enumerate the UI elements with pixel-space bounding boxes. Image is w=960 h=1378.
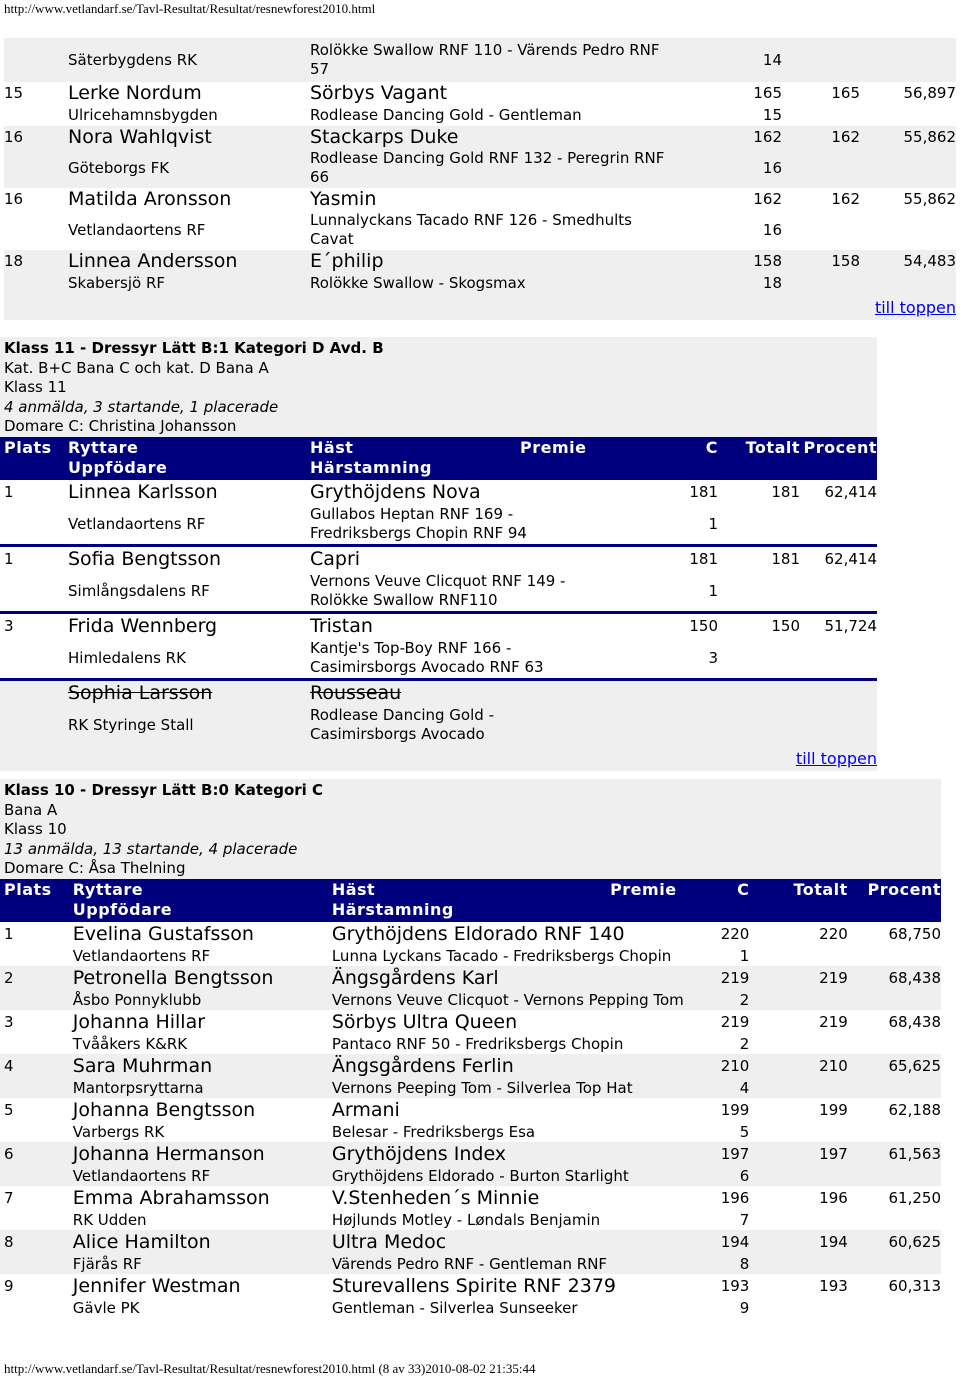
score-c-cell: 219 — [720, 1012, 750, 1031]
table-row-sub — [0, 1078, 941, 1098]
table-row — [0, 614, 877, 638]
class-name: Klass 10 — [4, 820, 67, 838]
breeder-cell: RK Styringe Stall — [68, 715, 194, 734]
rider-cell: Petronella Bengtsson — [72, 966, 274, 989]
col-header-pedigree: Härstamning — [310, 457, 520, 477]
place-cell: 18 — [762, 273, 782, 292]
table-row-sub — [0, 1122, 941, 1142]
breeder-cell: Gävle PK — [72, 1298, 140, 1317]
total-cell: 194 — [819, 1232, 848, 1251]
rider-cell: Emma Abrahamsson — [72, 1186, 270, 1209]
pedigree-cell: Vernons Peeping Tom - Silverlea Top Hat — [331, 1078, 633, 1097]
percent-cell: 51,724 — [824, 616, 877, 635]
total-cell: 181 — [771, 482, 800, 501]
plats-cell: 1 — [4, 549, 14, 568]
rider-cell: Jennifer Westman — [72, 1274, 241, 1297]
horse-cell: Grythöjdens Index — [331, 1142, 507, 1165]
breeder-cell: Vetlandaortens RF — [68, 220, 206, 239]
horse-cell: Yasmin — [310, 187, 377, 210]
pedigree-cell: Rolökke Swallow - Skogsmax — [310, 273, 526, 292]
table-row — [0, 1186, 941, 1210]
place-cell: 1 — [708, 581, 718, 600]
rider-cell: Nora Wahlqvist — [68, 125, 212, 148]
plats-cell: 16 — [4, 127, 24, 146]
horse-cell: Capri — [310, 547, 361, 570]
rider-cell: Sofia Bengtsson — [68, 547, 222, 570]
plats-cell: 4 — [4, 1056, 14, 1075]
class-entries: 4 anmälda, 3 startande, 1 placerade — [4, 397, 279, 416]
table-row-sub — [0, 504, 877, 544]
horse-cell: Sörbys Vagant — [310, 81, 448, 104]
percent-cell: 56,897 — [903, 83, 956, 102]
total-cell: 220 — [819, 924, 848, 943]
plats-cell: 1 — [4, 924, 14, 943]
total-cell: 219 — [819, 968, 848, 987]
percent-cell: 60,625 — [888, 1232, 941, 1251]
place-cell: 5 — [739, 1122, 750, 1141]
back-to-top-link[interactable]: till toppen — [874, 297, 956, 317]
score-c-cell: 210 — [720, 1056, 750, 1075]
pedigree-cell: Lunnalyckans Tacado RNF 126 - Smedhults Cavat — [310, 211, 632, 248]
breeder-cell: RK Udden — [72, 1210, 147, 1229]
table-row-sub — [4, 104, 956, 126]
score-c-cell: 158 — [753, 251, 782, 270]
rider-cell: Sophia Larsson — [68, 681, 213, 704]
place-cell: 2 — [739, 1034, 750, 1053]
rider-cell: Johanna Hillar — [72, 1010, 206, 1033]
class-title: Klass 11 - Dressyr Lätt B:1 Kategori D Avd. B — [4, 339, 384, 357]
score-c-cell: 181 — [689, 549, 718, 568]
col-header-total: Totalt — [718, 437, 800, 457]
total-cell: 162 — [831, 189, 860, 208]
table-row — [0, 1142, 941, 1166]
horse-cell: Grythöjdens Nova — [310, 480, 481, 503]
top-link-row — [0, 745, 877, 771]
col-header-horse: Häst — [310, 437, 520, 457]
plats-cell: 16 — [4, 189, 24, 208]
total-cell: 210 — [819, 1056, 848, 1075]
table-header-row — [0, 437, 877, 457]
col-header-pedigree: Härstamning — [332, 899, 677, 919]
horse-cell: Grythöjdens Eldorado RNF 140 — [331, 922, 625, 945]
rider-cell: Johanna Hermanson — [72, 1142, 265, 1165]
pedigree-cell: Rodlease Dancing Gold - Casimirsborgs Avocado — [310, 706, 494, 743]
total-cell: 162 — [831, 127, 860, 146]
breeder-cell: Vetlandaortens RF — [68, 514, 206, 533]
col-header-plats: Plats — [0, 437, 68, 457]
top-link-row — [4, 294, 956, 320]
breeder-cell: Vetlandaortens RF — [72, 1166, 211, 1185]
breeder-cell: Himledalens RK — [68, 648, 186, 667]
table-row — [0, 922, 941, 946]
table-row-sub — [0, 1034, 941, 1054]
breeder-cell: Varbergs RK — [72, 1122, 165, 1141]
total-cell: 197 — [819, 1144, 848, 1163]
class-info-block — [0, 779, 941, 879]
pedigree-cell: Belesar - Fredriksbergs Esa — [331, 1122, 536, 1141]
col-header-premie: Premie — [610, 879, 677, 899]
total-cell: 150 — [771, 616, 800, 635]
percent-cell: 68,438 — [888, 1012, 941, 1031]
place-cell: 16 — [762, 158, 782, 177]
breeder-cell: Åsbo Ponnyklubb — [72, 990, 202, 1009]
rider-cell: Linnea Andersson — [68, 249, 238, 272]
percent-cell: 68,750 — [888, 924, 941, 943]
table-row-sub — [0, 1254, 941, 1274]
pedigree-cell: Värends Pedro RNF - Gentleman RNF — [331, 1254, 608, 1273]
class-name: Klass 11 — [4, 378, 67, 396]
total-cell: 219 — [819, 1012, 848, 1031]
plats-cell: 1 — [4, 482, 14, 501]
plats-cell: 2 — [4, 968, 14, 987]
place-cell: 1 — [708, 514, 718, 533]
place-cell: 16 — [762, 220, 782, 239]
col-header-horse: Häst Premie — [331, 879, 677, 899]
breeder-cell: Mantorpsryttarna — [72, 1078, 204, 1097]
horse-cell: Tristan — [310, 614, 373, 637]
results-table-klass10 — [0, 879, 941, 1318]
place-cell: 3 — [708, 648, 718, 667]
table-row-sub — [4, 148, 956, 188]
plats-cell: 3 — [4, 616, 14, 635]
breeder-cell: Tvååkers K&RK — [72, 1034, 188, 1053]
score-c-cell: 181 — [689, 482, 718, 501]
horse-cell: Sturevallens Spirite RNF 2379 — [331, 1274, 616, 1297]
col-header-breeder: Uppfödare — [68, 457, 310, 477]
rider-cell: Linnea Karlsson — [68, 480, 218, 503]
total-cell: 158 — [831, 251, 860, 270]
plats-cell: 9 — [4, 1276, 14, 1295]
percent-cell: 54,483 — [903, 251, 956, 270]
back-to-top-link[interactable]: till toppen — [795, 748, 877, 768]
pedigree-cell: Rodlease Dancing Gold - Gentleman — [310, 105, 582, 124]
horse-cell: Sörbys Ultra Queen — [331, 1010, 518, 1033]
total-cell: 199 — [819, 1100, 848, 1119]
score-c-cell: 197 — [720, 1144, 750, 1163]
table-row-sub — [0, 1298, 941, 1318]
col-header-breeder: Uppfödare — [73, 899, 332, 919]
percent-cell: 61,563 — [888, 1144, 941, 1163]
score-c-cell: 150 — [689, 616, 718, 635]
table-row-sub — [4, 272, 956, 294]
class-info-block — [0, 337, 877, 437]
pedigree-cell: Kantje's Top-Boy RNF 166 - Casimirsborgs Avocado RNF 63 — [310, 639, 544, 676]
score-c-cell: 199 — [720, 1100, 750, 1119]
col-header-percent: Procent — [848, 879, 941, 899]
table-row-sub — [0, 1166, 941, 1186]
percent-cell: 62,188 — [888, 1100, 941, 1119]
plats-cell: 8 — [4, 1232, 14, 1251]
class-subtitle: Bana A — [4, 800, 58, 819]
place-cell: 1 — [739, 946, 750, 965]
breeder-cell: Göteborgs FK — [68, 158, 170, 177]
pedigree-cell: Rodlease Dancing Gold RNF 132 - Peregrin RNF 66 — [310, 149, 665, 186]
place-cell: 14 — [762, 50, 782, 69]
table-row — [0, 966, 941, 990]
class-subtitle: Kat. B+C Bana C och kat. D Bana A — [4, 358, 269, 377]
class-title: Klass 10 - Dressyr Lätt B:0 Kategori C — [4, 781, 324, 799]
col-header-c: C — [600, 437, 718, 457]
total-cell: 165 — [831, 83, 860, 102]
pedigree-cell: Vernons Veuve Clicquot RNF 149 - Rolökke Swallow RNF110 — [310, 572, 566, 609]
table-row-sub — [0, 705, 877, 745]
breeder-cell: Simlångsdalens RF — [68, 581, 210, 600]
table-row — [4, 38, 956, 82]
col-header-c: C — [677, 879, 750, 899]
table-row — [0, 1098, 941, 1122]
total-cell: 193 — [819, 1276, 848, 1295]
table-row — [0, 480, 877, 504]
table-row-sub — [0, 990, 941, 1010]
plats-cell: 15 — [4, 83, 24, 102]
total-cell: 196 — [819, 1188, 848, 1207]
rider-cell: Lerke Nordum — [68, 81, 202, 104]
breeder-cell: Säterbygdens RK — [68, 50, 198, 69]
table-header-row — [0, 879, 941, 899]
rider-cell: Matilda Aronsson — [68, 187, 232, 210]
col-header-total: Totalt — [749, 879, 847, 899]
score-c-cell: 219 — [720, 968, 750, 987]
table-row — [0, 1054, 941, 1078]
pedigree-cell: Højlunds Motley - Løndals Benjamin — [331, 1210, 601, 1229]
table-row — [4, 126, 956, 148]
breeder-cell: Skabersjö RF — [68, 273, 166, 292]
percent-cell: 60,313 — [888, 1276, 941, 1295]
table-row — [0, 1274, 941, 1298]
col-header-rider: Ryttare — [73, 879, 332, 899]
score-c-cell: 193 — [720, 1276, 750, 1295]
class-judge: Domare C: Christina Johansson — [4, 417, 237, 435]
horse-cell: Ängsgårdens Karl — [331, 966, 499, 989]
rider-cell: Alice Hamilton — [72, 1230, 211, 1253]
rider-cell: Sara Muhrman — [72, 1054, 213, 1077]
percent-cell: 62,414 — [824, 549, 877, 568]
horse-cell: Ultra Medoc — [331, 1230, 447, 1253]
horse-cell: Armani — [331, 1098, 400, 1121]
col-header-rider: Ryttare — [68, 437, 310, 457]
page-url-footer: http://www.vetlandarf.se/Tavl-Resultat/Resultat/resnewforest2010.html (8 av 33)2010-08-02 21:35:44 — [4, 1361, 536, 1376]
table-row-sub — [0, 1210, 941, 1230]
plats-cell: 6 — [4, 1144, 14, 1163]
table-header-row-sub — [0, 457, 877, 477]
table-row — [4, 82, 956, 104]
table-row — [4, 250, 956, 272]
plats-cell: 3 — [4, 1012, 14, 1031]
score-c-cell: 165 — [753, 83, 782, 102]
table-row-sub — [0, 946, 941, 966]
rider-cell: Johanna Bengtsson — [72, 1098, 256, 1121]
percent-cell: 65,625 — [888, 1056, 941, 1075]
percent-cell: 62,414 — [824, 482, 877, 501]
score-c-cell: 162 — [753, 127, 782, 146]
score-c-cell: 220 — [720, 924, 750, 943]
table-row-sub — [0, 571, 877, 611]
table-header-row-sub — [0, 899, 941, 919]
percent-cell: 55,862 — [903, 127, 956, 146]
rider-cell: Evelina Gustafsson — [72, 922, 254, 945]
score-c-cell: 194 — [720, 1232, 750, 1251]
table-row — [0, 547, 877, 571]
horse-cell: Stackarps Duke — [310, 125, 459, 148]
plats-cell: 7 — [4, 1188, 14, 1207]
col-header-plats: Plats — [0, 879, 73, 899]
page-url-header: http://www.vetlandarf.se/Tavl-Resultat/Resultat/resnewforest2010.html — [4, 1, 376, 16]
percent-cell: 61,250 — [888, 1188, 941, 1207]
pedigree-cell: Gentleman - Silverlea Sunseeker — [331, 1298, 578, 1317]
breeder-cell: Fjärås RF — [72, 1254, 142, 1273]
pedigree-cell: Rolökke Swallow RNF 110 - Värends Pedro RNF 57 — [310, 41, 660, 78]
plats-cell: 18 — [4, 251, 24, 270]
place-cell: 8 — [739, 1254, 750, 1273]
place-cell: 2 — [739, 990, 750, 1009]
pedigree-cell: Pantaco RNF 50 - Fredriksbergs Chopin — [331, 1034, 624, 1053]
table-row-sub — [4, 210, 956, 250]
place-cell: 9 — [739, 1298, 750, 1317]
horse-cell: E´philip — [310, 249, 384, 272]
percent-cell: 68,438 — [888, 968, 941, 987]
pedigree-cell: Lunna Lyckans Tacado - Fredriksbergs Chopin — [331, 946, 672, 965]
place-cell: 4 — [739, 1078, 750, 1097]
score-c-cell: 162 — [753, 189, 782, 208]
breeder-cell: Ulricehamnsbygden — [68, 105, 218, 124]
results-table-klass11 — [0, 437, 877, 771]
col-header-premie: Premie — [520, 437, 600, 457]
table-row-withdrawn — [0, 681, 877, 705]
class-entries: 13 anmälda, 13 startande, 4 placerade — [4, 839, 298, 858]
pedigree-cell: Vernons Veuve Clicquot - Vernons Pepping Tom — [331, 990, 684, 1009]
percent-cell: 55,862 — [903, 189, 956, 208]
col-header-percent: Procent — [800, 437, 877, 457]
place-cell: 6 — [739, 1166, 750, 1185]
total-cell: 181 — [771, 549, 800, 568]
horse-cell: Ängsgårdens Ferlin — [331, 1054, 514, 1077]
pedigree-cell: Gullabos Heptan RNF 169 - Fredriksbergs Chopin RNF 94 — [310, 505, 527, 542]
class-judge: Domare C: Åsa Thelning — [4, 859, 186, 877]
score-c-cell: 196 — [720, 1188, 750, 1207]
plats-cell: 5 — [4, 1100, 14, 1119]
table-row — [0, 1010, 941, 1034]
table-row-sub — [0, 638, 877, 678]
place-cell: 7 — [739, 1210, 750, 1229]
horse-cell: V.Stenheden´s Minnie — [331, 1186, 540, 1209]
table-row — [0, 1230, 941, 1254]
place-cell: 15 — [762, 105, 782, 124]
pedigree-cell: Grythöjdens Eldorado - Burton Starlight — [331, 1166, 629, 1185]
horse-cell: Rousseau — [310, 681, 402, 704]
breeder-cell: Vetlandaortens RF — [72, 946, 211, 965]
results-table-continued — [4, 38, 956, 320]
table-row — [4, 188, 956, 210]
rider-cell: Frida Wennberg — [68, 614, 218, 637]
